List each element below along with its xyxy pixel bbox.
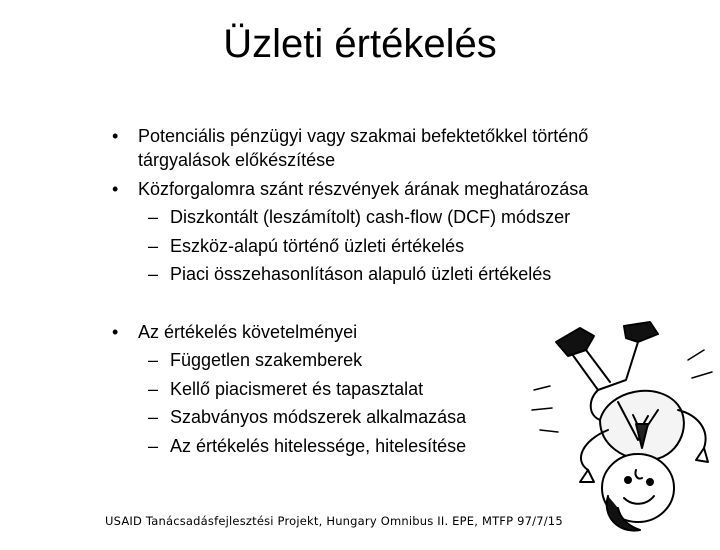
dash-marker: – — [148, 379, 159, 399]
dash-marker: – — [148, 407, 159, 427]
slide-title: Üzleti értékelés — [223, 22, 497, 66]
bullet-item-1-line2: tárgyalások előkészítése — [138, 150, 336, 170]
dash-marker: – — [148, 236, 159, 256]
subitem-credibility: Az értékelés hitelessége, hitelesítése — [170, 436, 467, 456]
bullet-marker: • — [112, 322, 119, 342]
bullet-marker: • — [112, 126, 119, 146]
subitem-asset-based: Eszköz-alapú történő üzleti értékelés — [170, 236, 465, 256]
dash-marker: – — [148, 264, 159, 284]
tumbling-businessman-icon — [528, 320, 718, 545]
bullet-item-2: Közforgalomra szánt részvények árának meghatározása — [138, 179, 589, 199]
dash-marker: – — [148, 350, 159, 370]
dash-marker: – — [148, 207, 159, 227]
subitem-standard-methods: Szabványos módszerek alkalmazása — [170, 407, 467, 427]
dash-marker: – — [148, 436, 159, 456]
subitem-independent-experts: Független szakemberek — [170, 350, 363, 370]
subitem-market-knowledge: Kellő piacismeret és tapasztalat — [170, 379, 424, 399]
subitem-dcf: Diszkontált (leszámítolt) cash-flow (DCF) módszer — [170, 207, 571, 227]
footer-credit: USAID Tanácsadásfejlesztési Projekt, Hungary Omnibus II. EPE, MTFP 97/7/15 — [105, 514, 563, 528]
subitem-market-comparison: Piaci összehasonlításon alapuló üzleti értékelés — [170, 264, 552, 284]
bullet-item-1-line1: Potenciális pénzügyi vagy szakmai befektetőkkel történő — [138, 126, 589, 146]
bullet-marker: • — [112, 179, 119, 199]
bullet-item-requirements: Az értékelés követelményei — [138, 322, 358, 342]
